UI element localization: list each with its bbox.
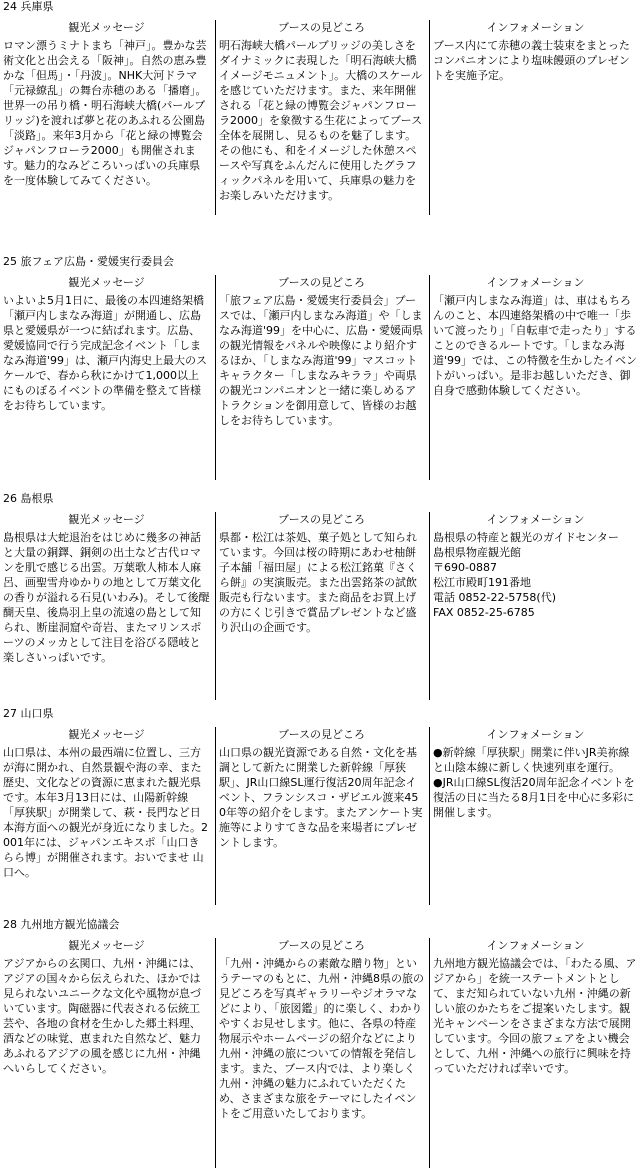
section-title: 24 兵庫県: [3, 0, 54, 13]
booth-text: 山口県の観光資源である自然・文化を基調として新たに開業した新幹線「厚狭駅」、JR山口線SL運行復活20周年記念イベント、フランシスコ・ザビエル渡来450年等の紹介をします。またアンケート実施等によりすてきな品を来場者にプレゼントします。: [219, 746, 423, 849]
booth-column: [215, 512, 427, 700]
section-yamaguchi: [0, 707, 641, 905]
booth-column: [215, 938, 427, 1168]
section-hyogo: [0, 0, 641, 215]
info-column: [429, 20, 641, 215]
info-text: 「瀬戸内しまなみ海道」は、車はもちろんのこと、本四連絡架橋の中で唯一「歩いて渡ったり」「自転車で走ったり」することのできるルートです。「しまなみ海道'99」では、この特徴を生かしたイベントがいっぱい。是非お越しいただき、御自身で感動体験してください。: [433, 294, 638, 397]
info-column: [429, 727, 641, 905]
message-text: アジアからの玄関口、九州・沖縄には、アジアの国々から伝えられた、ほかでは見られないユニークな文化や風物が息づいています。陶磁器に代表される伝統工芸や、各地の食材を生かした郷土料理、酒などの味覚、恵まれた自然など、魅力あふれるアジアの風を感じに九州・沖縄へいらしてください。: [3, 957, 201, 1075]
message-text: 島根県は大蛇退治をはじめに幾多の神話と大量の銅鐸、銅剣の出土など古代ロマンを肌で感じる出雲。万葉歌人柿本人麻呂、画聖雪舟ゆかりの地として万葉文化の香りが溢れる石見(いわみ)。そして後醍醐天皇、後鳥羽上皇の流遠の島として知られ、断崖洞窟や奇岩、またマリンスポーツのメッカとして注目を浴びる隠岐と楽しさいっぱいです。: [3, 531, 210, 664]
booth-header: ブースの見どころ: [277, 21, 366, 34]
section-hiroshima-ehime: [0, 255, 641, 480]
info-header: インフォメーション: [486, 728, 585, 741]
info-text: 九州地方観光協議会では、「わたる風、アジアから」を統一ステートメントとして、まだ知られていない九州・沖縄の新しい旅のかたちをご提案いたします。観光キャンペーンをさまざまな方法で展開しています。今回の旅フェアをよい機会として、九州・沖縄への旅行に興味を持っていただければ幸いです。: [433, 957, 637, 1075]
section-title: 27 山口県: [3, 707, 54, 720]
booth-text: 「九州・沖縄からの素敵な贈り物」というテーマのもとに、九州・沖縄8県の旅の見どころを写真ギャラリーやジオラマなどにより、「旅図鑑」的に楽しく、わかりやすくお見せします。他に、各県の特産物展示やホームページの紹介などにより九州・沖縄の旅についての情報を発信します。また、ブース内では、より楽しく九州・沖縄の魅力にふれていただくため、さまざまな旅をテーマにしたイベントをご用意いたしております。: [219, 957, 424, 1120]
message-column: [0, 20, 213, 215]
booth-column: [215, 727, 427, 905]
message-header: 観光メッセージ: [68, 939, 145, 952]
section-title: 26 島根県: [3, 492, 54, 505]
message-column: [0, 727, 213, 905]
booth-header: ブースの見どころ: [277, 728, 366, 741]
info-column: [429, 938, 641, 1168]
booth-header: ブースの見どころ: [277, 276, 366, 289]
message-text: いよいよ5月1日に、最後の本四連絡架橋「瀬戸内しまなみ海道」が開通し、広島県と愛媛県が一つに結ばれます。広島、愛媛協同で行う完成記念イベント「しまなみ海道'99」は、瀬戸内海史上最大のスケールで、春から秋にかけて1,000以上にものぼるイベントの準備を整えて皆様をお待ちしています。: [3, 294, 208, 412]
message-column: [0, 275, 213, 480]
info-header: インフォメーション: [486, 276, 585, 289]
booth-column: [215, 275, 427, 480]
section-shimane: [0, 492, 641, 700]
message-header: 観光メッセージ: [68, 513, 145, 526]
section-title: 25 旅フェア広島・愛媛実行委員会: [3, 255, 174, 268]
info-header: インフォメーション: [486, 21, 585, 34]
section-title: 28 九州地方観光協議会: [3, 918, 120, 931]
info-text: ●新幹線「厚狭駅」開業に伴いJR美祢線と山陰本線に新しく快速列車を運行。 ●JR山口線SL復活20周年記念イベントを復活の日に当たる8月1日を中心に多彩に開催します。: [433, 746, 635, 819]
info-column: [429, 512, 641, 700]
info-text: 島根県の特産と観光のガイドセンター 島根県物産観光館 〒690-0887 松江市殿町191番地 電話 0852-22-5758(代) FAX 0852-25-6785: [433, 531, 619, 619]
message-header: 観光メッセージ: [68, 276, 145, 289]
message-column: [0, 938, 213, 1168]
message-column: [0, 512, 213, 700]
info-header: インフォメーション: [486, 939, 585, 952]
info-column: [429, 275, 641, 480]
message-header: 観光メッセージ: [68, 728, 145, 741]
section-kyushu: [0, 918, 641, 1168]
message-text: 山口県は、本州の最西端に位置し、三方が海に開かれ、自然景観や海の幸、また歴史、文化などの資源に恵まれた観光県です。本年3月13日には、山陽新幹線「厚狭駅」が開業して、萩・長門など日本海方面への観光が身近になりました。2001年には、ジャパンエキスポ「山口きらら博」が開催されます。おいでませ 山口へ。: [3, 746, 208, 879]
booth-text: 明石海峡大橋パールブリッジの美しさをダイナミックに表現した「明石海峡大橋イメージモニュメント」。大橋のスケールを感じていただけます。また、来年開催される「花と緑の博覧会ジャパンフローラ2000」を象徴する生花によってブース全体を展開し、見るものを魅了します。その他にも、和をイメージした休憩スペースや写真をふんだんに使用したグラフィックパネルを用いて、兵庫県の魅力をお楽しみいただけます。: [219, 39, 423, 202]
info-text: ブース内にて赤穂の義士装束をまとったコンパニオンにより塩味饅頭のプレゼントを実施予定。: [433, 39, 630, 82]
booth-text: 県都・松江は茶処、菓子処として知られています。今回は桜の時期にあわせ柚餅子本舗「福田屋」による松江銘菓『さくら餅』の実演販売。また出雲銘茶の試飲販売も行ないます。また商品をお買上げの方にくじ引きで賞品プレゼントなど盛り沢山の企画です。: [219, 531, 417, 634]
message-text: ロマン漂うミナトまち「神戸」。豊かな芸術文化と出会える「阪神」。自然の恵み豊かな「但馬」・「丹波」。NHK大河ドラマ「元禄繚乱」の舞台赤穂のある「播磨」。世界一の吊り橋・明石海峡大橋(パールブリッジ)を渡れば夢と花のあふれる公園島「淡路」。来年3月から「花と緑の博覧会ジャパンフローラ2000」も開催されます。魅力的なみどころいっぱいの兵庫県を一度体験してみてください。: [3, 39, 207, 187]
booth-header: ブースの見どころ: [277, 939, 366, 952]
info-header: インフォメーション: [486, 513, 585, 526]
booth-text: 「旅フェア広島・愛媛実行委員会」ブースでは、「瀬戸内しまなみ海道」や「しまなみ海道'99」を中心に、広島・愛媛両県の観光情報をパネルや映像により紹介するほか、「しまなみ海道'99」マスコットキャラクター「しまなみキララ」や両県の観光コンパニオンと一緒に楽しめるアトラクションを御用意して、皆様のお越しをお待ちしています。: [219, 294, 424, 427]
message-header: 観光メッセージ: [68, 21, 145, 34]
booth-header: ブースの見どころ: [277, 513, 366, 526]
booth-column: [215, 20, 427, 215]
